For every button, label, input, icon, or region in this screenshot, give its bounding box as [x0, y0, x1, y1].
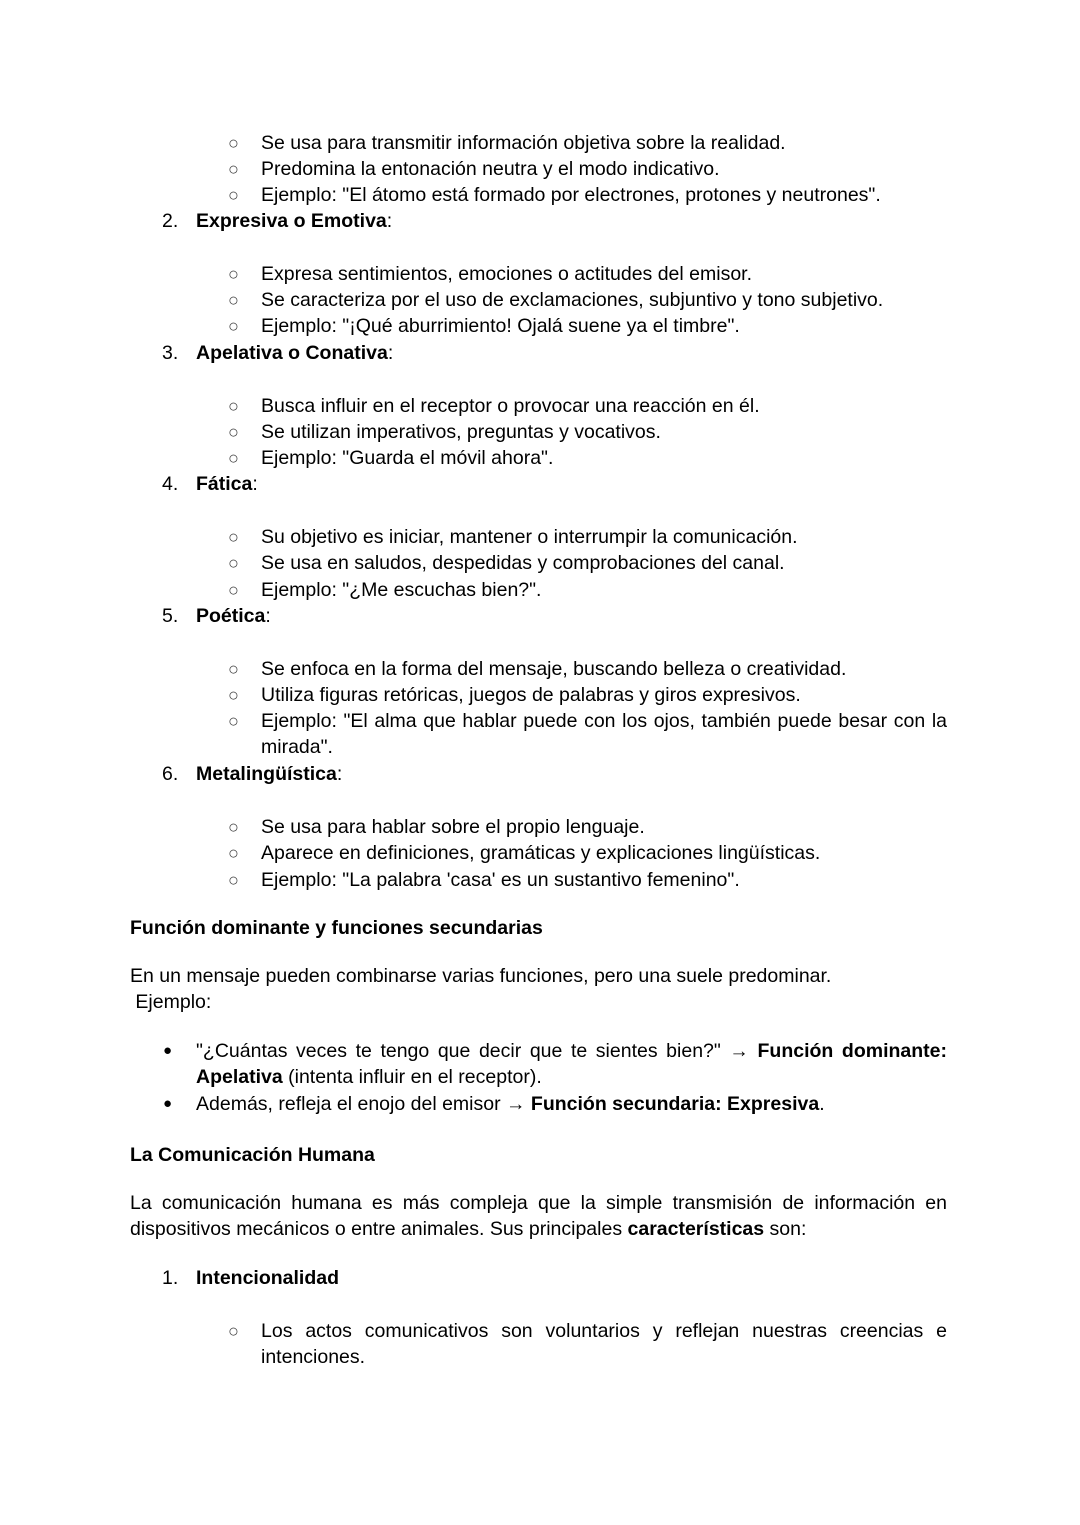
list-item: Se usa para hablar sobre el propio lenguaje.: [261, 816, 645, 838]
sub-bullet-icon: ○: [228, 448, 239, 468]
function-title-poetica: Poética:: [196, 605, 271, 627]
list-item-continuation: Apelativa (intenta influir en el receptor).: [196, 1066, 542, 1088]
list-item: Busca influir en el receptor o provocar una reacción en él.: [261, 395, 760, 417]
sub-bullet-icon: ○: [228, 316, 239, 336]
section-heading: La Comunicación Humana: [130, 1144, 375, 1166]
list-item: Se enfoca en la forma del mensaje, buscando belleza o creatividad.: [261, 658, 847, 680]
list-number: 2.: [162, 210, 179, 232]
list-item: Su objetivo es iniciar, mantener o interrumpir la comunicación.: [261, 526, 798, 548]
list-item: Los actos comunicativos son voluntarios y reflejan nuestras creencias e: [261, 1320, 947, 1342]
sub-bullet-icon: ○: [228, 396, 239, 416]
list-number: 4.: [162, 473, 179, 495]
sub-bullet-icon: ○: [228, 1321, 239, 1341]
list-number: 6.: [162, 763, 179, 785]
list-item: Ejemplo: "¡Qué aburrimiento! Ojalá suene ya el timbre".: [261, 315, 740, 337]
sub-bullet-icon: ○: [228, 580, 239, 600]
sub-bullet-icon: ○: [228, 264, 239, 284]
paragraph: dispositivos mecánicos o entre animales. Sus principales características son:: [130, 1218, 807, 1240]
list-number: 3.: [162, 342, 179, 364]
list-item: Aparece en definiciones, gramáticas y explicaciones lingüísticas.: [261, 842, 821, 864]
sub-bullet-icon: ○: [228, 422, 239, 442]
sub-bullet-icon: ○: [228, 553, 239, 573]
paragraph: La comunicación humana es más compleja que la simple transmisión de información en: [130, 1192, 947, 1214]
bullet-icon: ●: [163, 1095, 173, 1112]
sub-bullet-icon: ○: [228, 685, 239, 705]
list-item: Ejemplo: "El alma que hablar puede con los ojos, también puede besar con la: [261, 710, 947, 732]
list-item-continuation: intenciones.: [261, 1346, 366, 1368]
characteristic-title: Intencionalidad: [196, 1267, 340, 1289]
sub-bullet-icon: ○: [228, 133, 239, 153]
list-item: Se usa para transmitir información objetiva sobre la realidad.: [261, 132, 786, 154]
sub-bullet-icon: ○: [228, 870, 239, 890]
list-number: 1.: [162, 1267, 179, 1289]
list-item: Utiliza figuras retóricas, juegos de palabras y giros expresivos.: [261, 684, 801, 706]
bullet-icon: ●: [163, 1042, 173, 1059]
list-item: Ejemplo: "El átomo está formado por electrones, protones y neutrones".: [261, 184, 881, 206]
list-item: Se caracteriza por el uso de exclamaciones, subjuntivo y tono subjetivo.: [261, 289, 884, 311]
list-item: "¿Cuántas veces te tengo que decir que te sientes bien?" → Función dominante:: [196, 1040, 947, 1062]
list-item: Predomina la entonación neutra y el modo indicativo.: [261, 158, 720, 180]
list-number: 5.: [162, 605, 179, 627]
list-item: Se utilizan imperativos, preguntas y vocativos.: [261, 421, 661, 443]
sub-bullet-icon: ○: [228, 659, 239, 679]
paragraph: En un mensaje pueden combinarse varias funciones, pero una suele predominar.: [130, 965, 832, 987]
sub-bullet-icon: ○: [228, 843, 239, 863]
paragraph: Ejemplo:: [130, 991, 212, 1013]
list-item: Ejemplo: "¿Me escuchas bien?".: [261, 579, 542, 601]
section-heading: Función dominante y funciones secundarias: [130, 917, 543, 939]
function-title-fatica: Fática:: [196, 473, 258, 495]
sub-bullet-icon: ○: [228, 711, 239, 731]
list-item: Ejemplo: "Guarda el móvil ahora".: [261, 447, 554, 469]
function-title-metalinguistica: Metalingüística:: [196, 763, 343, 785]
function-title-apelativa: Apelativa o Conativa:: [196, 342, 394, 364]
list-item: Se usa en saludos, despedidas y comprobaciones del canal.: [261, 552, 785, 574]
sub-bullet-icon: ○: [228, 527, 239, 547]
sub-bullet-icon: ○: [228, 185, 239, 205]
list-item: Además, refleja el enojo del emisor → Función secundaria: Expresiva.: [196, 1093, 825, 1115]
sub-bullet-icon: ○: [228, 817, 239, 837]
sub-bullet-icon: ○: [228, 290, 239, 310]
list-item: Ejemplo: "La palabra 'casa' es un sustantivo femenino".: [261, 869, 740, 891]
sub-bullet-icon: ○: [228, 159, 239, 179]
list-item: Expresa sentimientos, emociones o actitudes del emisor.: [261, 263, 752, 285]
function-title-expresiva: Expresiva o Emotiva:: [196, 210, 393, 232]
list-item-continuation: mirada".: [261, 736, 333, 758]
